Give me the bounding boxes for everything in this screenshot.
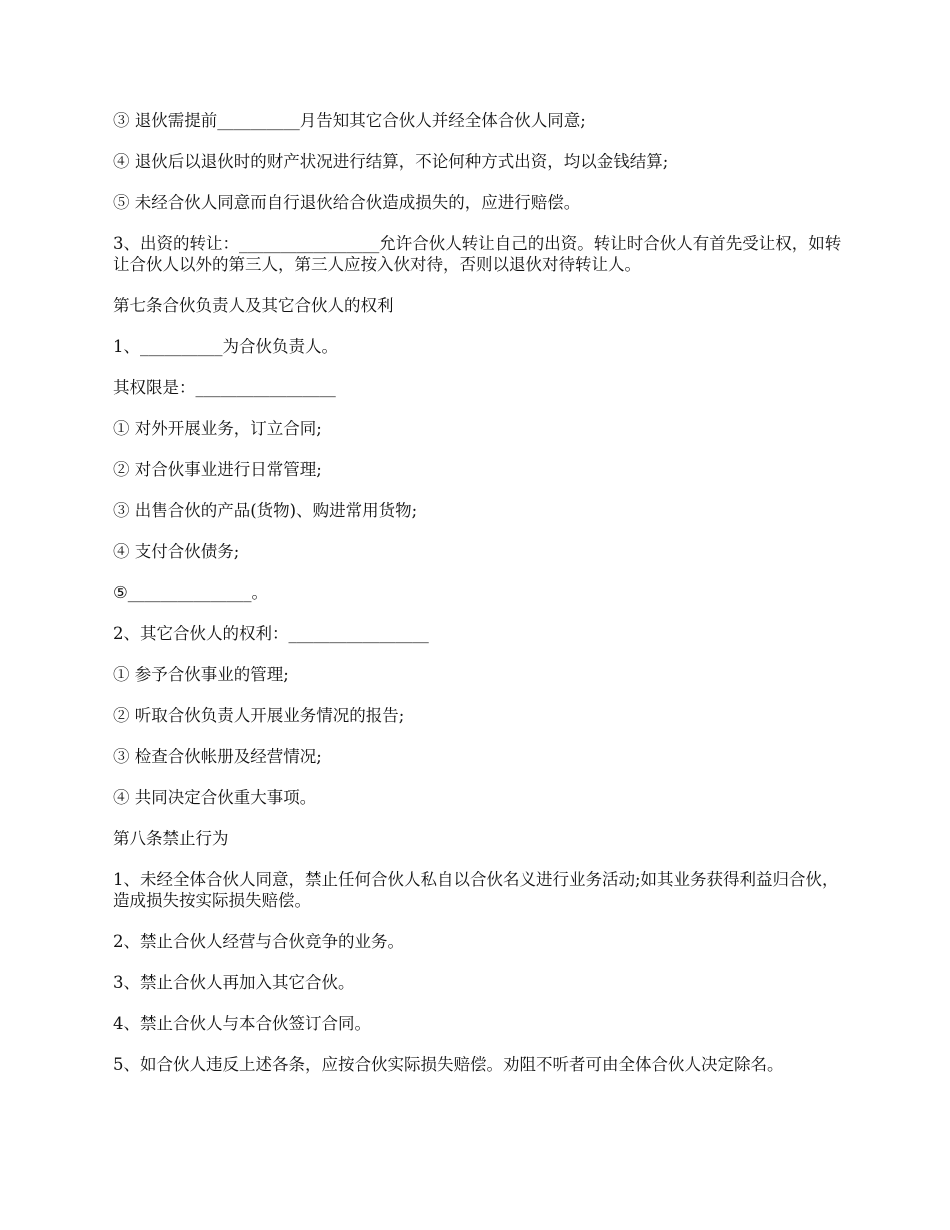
document-body [113, 110, 845, 1095]
paragraph-partnership-leader: 1、__________为合伙负责人。 [113, 337, 338, 356]
paragraph-other-partners-rights: 2、其它合伙人的权利：_________________ [113, 624, 429, 643]
paragraph-prohibition-3: 3、禁止合伙人再加入其它合伙。 [113, 973, 355, 992]
heading-article-7: 第七条合伙负责人及其它合伙人的权利 [113, 296, 394, 315]
list-item-joint-decisions: ④ 共同决定合伙重大事项。 [113, 788, 317, 807]
paragraph-prohibition-1: 1、未经全体合伙人同意，禁止任何合伙人私自以合伙名义进行业务活动;如其业务获得利益归合伙，造成损失按实际损失赔偿。 [113, 870, 839, 910]
paragraph-capital-transfer: 3、出资的转让：_________________允许合伙人转让自己的出资。转让时合伙人有首先受让权，如转让合伙人以外的第三人，第三人应按入伙对待，否则以退伙对待转让人。 [113, 234, 842, 274]
list-item-inspect-books: ③ 检查合伙帐册及经营情况; [113, 747, 322, 766]
list-item-participate-management: ① 参予合伙事业的管理; [113, 665, 289, 684]
paragraph-authority: 其权限是：_________________ [113, 378, 336, 397]
paragraph-withdrawal-notice: ③ 退伙需提前__________月告知其它合伙人并经全体合伙人同意; [113, 111, 586, 130]
list-item-daily-management: ② 对合伙事业进行日常管理; [113, 460, 322, 479]
paragraph-withdrawal-compensation: ⑤ 未经合伙人同意而自行退伙给合伙造成损失的，应进行赔偿。 [113, 193, 581, 212]
list-item-blank: ⑤_______________。 [113, 583, 269, 602]
list-item-external-business: ① 对外开展业务，订立合同; [113, 419, 322, 438]
paragraph-withdrawal-settlement: ④ 退伙后以退伙时的财产状况进行结算，不论何种方式出资，均以金钱结算; [113, 152, 669, 171]
paragraph-prohibition-5: 5、如合伙人违反上述各条，应按合伙实际损失赔偿。劝阻不听者可由全体合伙人决定除名。 [113, 1055, 784, 1074]
list-item-sell-buy-goods: ③ 出售合伙的产品(货物)、购进常用货物; [113, 501, 418, 520]
paragraph-prohibition-4: 4、禁止合伙人与本合伙签订合同。 [113, 1014, 371, 1033]
list-item-pay-debts: ④ 支付合伙债务; [113, 542, 240, 561]
paragraph-prohibition-2: 2、禁止合伙人经营与合伙竞争的业务。 [113, 932, 404, 951]
list-item-hear-reports: ② 听取合伙负责人开展业务情况的报告; [113, 706, 405, 725]
heading-article-8: 第八条禁止行为 [113, 829, 229, 848]
